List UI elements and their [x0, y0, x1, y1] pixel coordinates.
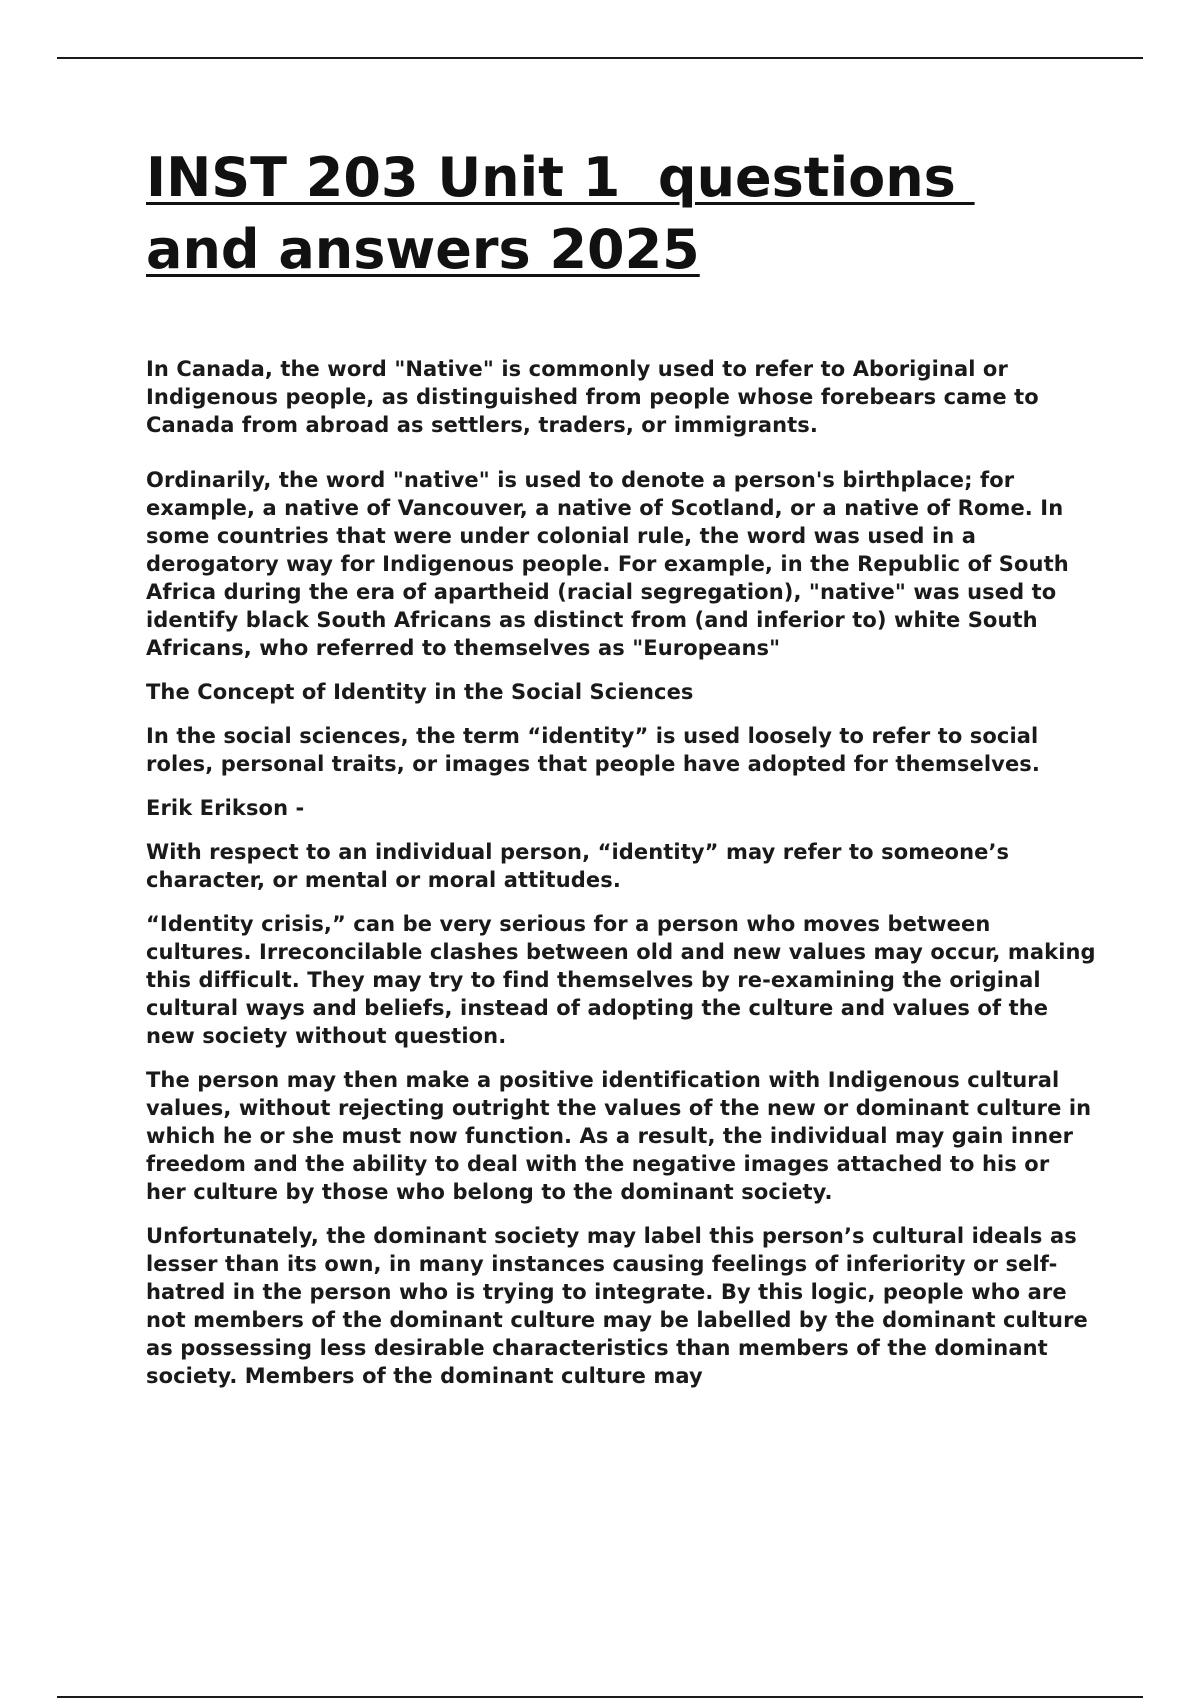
document-title: INST 203 Unit 1 questions and answers 2025	[146, 146, 956, 281]
paragraph-native-meaning: Ordinarily, the word "native" is used to denote a person's birthplace; for example, a native of Vancouver, a native of Scotland, or a native of Rome. In some countries that were under colonial rule, the word was used in a derogatory way for Indigenous people. For example, in the Republic of South Africa during the era of apartheid (racial segregation), "native" was used to identify black South Africans as distinct from (and inferior to) white South Africans, who referred to themselves as "Europeans"	[146, 468, 1069, 660]
paragraph-dominant-society: Unfortunately, the dominant society may label this person’s cultural ideals as lesser than its own, in many instances causing feelings of inferiority or self-hatred in the person who is trying to integrate. By this logic, people who are not members of the dominant culture may be labelled by the dominant culture as possessing less desirable characteristics than members of the dominant society. Members of the dominant culture may	[146, 1224, 1088, 1388]
paragraph-identity-crisis: “Identity crisis,” can be very serious for a person who moves between cultures. Irreconcilable clashes between old and new values may occur, making this difficult. They may try to find themselves by re-examining the original cultural ways and beliefs, instead of adopting the culture and values of the new society without question.	[146, 912, 1096, 1048]
document-text	[146, 355, 1096, 1390]
paragraph-positive-identification: The person may then make a positive identification with Indigenous cultural values, without rejecting outright the values of the new or dominant culture in which he or she must now function. As a result, the individual may gain inner freedom and the ability to deal with the negative images attached to his or her culture by those who belong to the dominant society.	[146, 1068, 1092, 1204]
bottom-rule	[57, 1696, 1143, 1698]
section-heading-identity: The Concept of Identity in the Social Sciences	[146, 680, 694, 704]
top-rule	[57, 57, 1143, 59]
paragraph-individual-identity: With respect to an individual person, “identity” may refer to someone’s character, or mental or moral attitudes.	[146, 840, 1010, 892]
paragraph-native-term: In Canada, the word "Native" is commonly used to refer to Aboriginal or Indigenous people, as distinguished from people whose forebears came to Canada from abroad as settlers, traders, or immigrants.	[146, 357, 1039, 437]
paragraph-identity-definition: In the social sciences, the term “identity” is used loosely to refer to social roles, personal traits, or images that people have adopted for themselves.	[146, 724, 1040, 776]
document-body	[146, 142, 1096, 1406]
paragraph-erikson: Erik Erikson -	[146, 796, 305, 820]
